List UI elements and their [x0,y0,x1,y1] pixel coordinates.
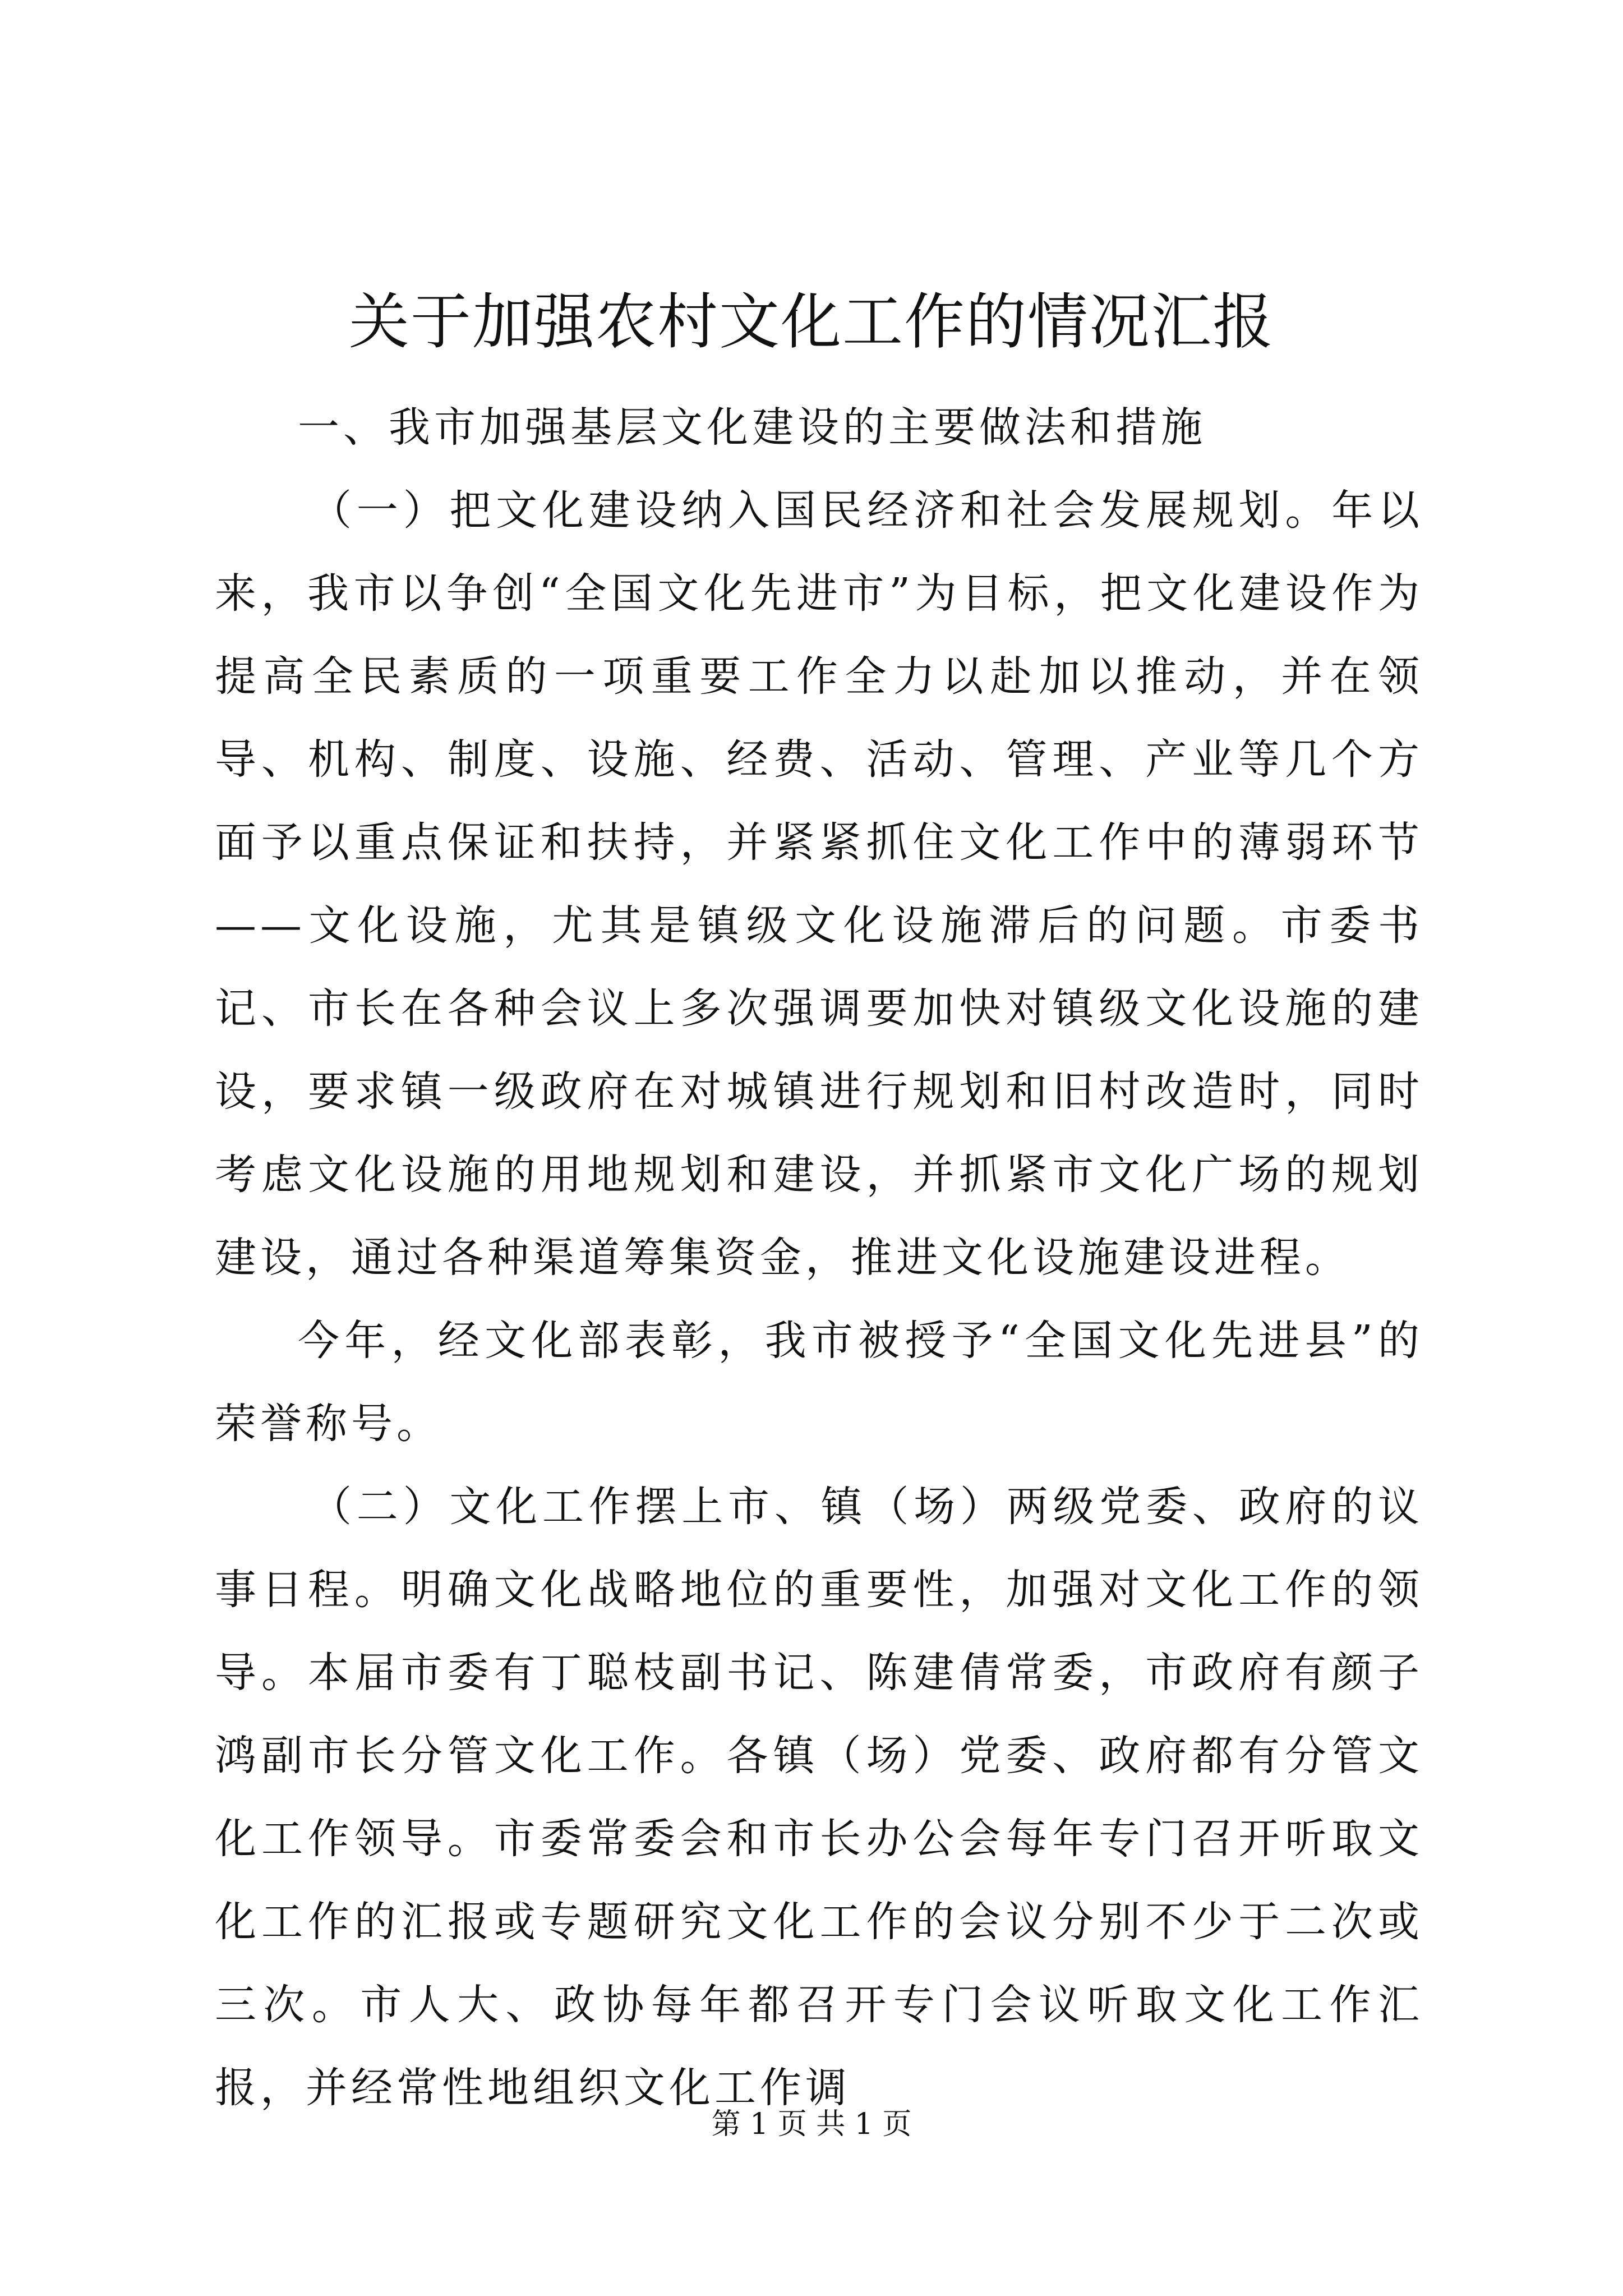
section-heading: 一、我市加强基层文化建设的主要做法和措施 [298,403,1206,452]
document-body [215,386,1423,2129]
page-number: 第 1 页 共 1 页 [711,2108,912,2141]
body-paragraph: （一）把文化建设纳入国民经济和社会发展规划。年以来，我市以争创“全国文化先进市”为目标，把文化建设作为提高全民素质的一项重要工作全力以赴加以推动，并在领导、机构、制度、设施、经费、活动、管理、产业等几个方面予以重点保证和扶持，并紧紧抓住文化工作中的薄弱环节——文化设施，尤其是镇级文化设施滞后的问题。市委书记、市长在各种会议上多次强调要加快对镇级文化设施的建设，要求镇一级政府在对城镇进行规划和旧村改造时，同时考虑文化设施的用地规划和建设，并抓紧市文化广场的规划建设，通过各种渠道筹集资金，推进文化设施建设进程。 [215,486,1423,1282]
body-paragraph: 今年，经文化部表彰，我市被授予“全国文化先进县”的荣誉称号。 [215,1317,1423,1448]
document-title: 关于加强农村文化工作的情况汇报 [348,287,1274,357]
body-paragraph: （二）文化工作摆上市、镇（场）两级党委、政府的议事日程。明确文化战略地位的重要性，加强对文化工作的领导。本届市委有丁聪枝副书记、陈建倩常委，市政府有颜子鸿副市长分管文化工作。各镇（场）党委、政府都有分管文化工作领导。市委常委会和市长办公会每年专门召开听取文化工作的汇报或专题研究文化工作的会议分别不少于二次或三次。市人大、政协每年都召开专门会议听取文化工作汇报，并经常性地组织文化工作调 [215,1483,1423,2112]
